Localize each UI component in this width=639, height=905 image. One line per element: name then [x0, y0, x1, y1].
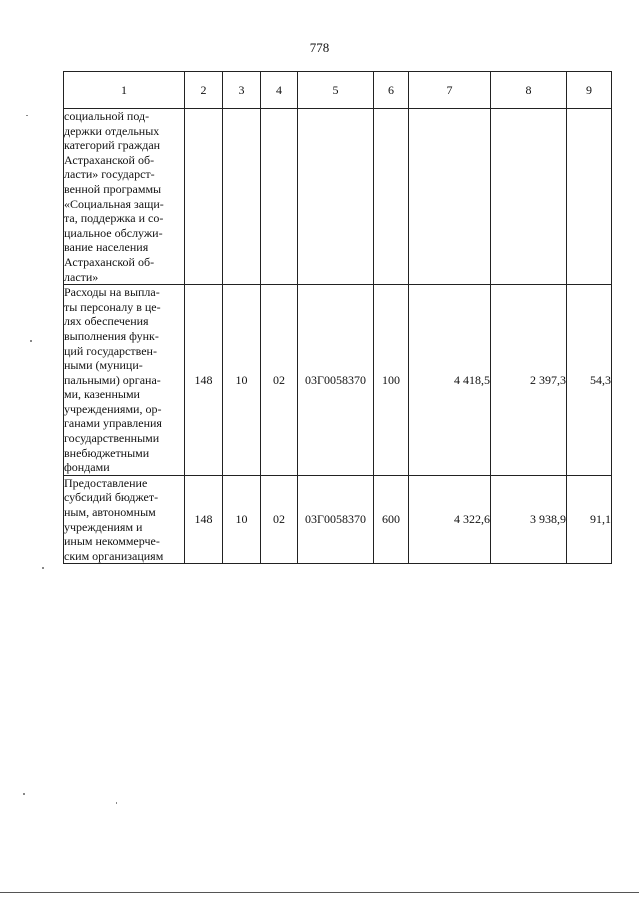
header-col-9: 9 [567, 72, 612, 109]
cell-col-8: 3 938,9 [491, 475, 567, 564]
table-row [64, 109, 612, 285]
cell-col-9: 54,3 [567, 285, 612, 476]
cell-col-7: 4 418,5 [409, 285, 491, 476]
cell-col-5: 03Г0058370 [298, 475, 374, 564]
scan-speck [42, 567, 44, 569]
cell-col-7: 4 322,6 [409, 475, 491, 564]
row-description: Расходы на выпла- ты персоналу в це- лях обеспечения выполнения функ- ций государствен- ными (муници- пальными) органа- ми, казенными учреждениями, ор- ганами управления государственными внебюджетными фондами [64, 285, 185, 476]
cell-col-9 [567, 109, 612, 285]
cell-col-2 [185, 109, 223, 285]
row-description: социальной под- держки отдельных категорий граждан Астраханской об- ласти» государст- венной программы «Социальная защи- та, поддержка и со- циальное обслужи- вание населения Астраханской об- ласти» [64, 109, 185, 285]
cell-col-4: 02 [261, 285, 298, 476]
header-col-3: 3 [223, 72, 261, 109]
cell-col-3: 10 [223, 285, 261, 476]
cell-col-7 [409, 109, 491, 285]
scan-speck [116, 802, 117, 804]
cell-col-8 [491, 109, 567, 285]
header-row [64, 72, 612, 109]
scan-speck [30, 340, 32, 342]
cell-col-2: 148 [185, 475, 223, 564]
header-col-7: 7 [409, 72, 491, 109]
header-col-6: 6 [374, 72, 409, 109]
cell-col-3 [223, 109, 261, 285]
row-description: Предоставление субсидий бюджет- ным, автономным учреждениям и иным некоммерче- ским организациям [64, 475, 185, 564]
scan-speck [23, 793, 25, 795]
cell-col-6: 600 [374, 475, 409, 564]
cell-col-9: 91,1 [567, 475, 612, 564]
cell-col-5: 03Г0058370 [298, 285, 374, 476]
table-row [64, 285, 612, 476]
cell-col-8: 2 397,3 [491, 285, 567, 476]
table-row [64, 475, 612, 564]
header-col-5: 5 [298, 72, 374, 109]
header-col-1: 1 [64, 72, 185, 109]
cell-col-4 [261, 109, 298, 285]
scan-speck [26, 115, 28, 116]
header-col-8: 8 [491, 72, 567, 109]
scan-edge-line [0, 892, 639, 893]
budget-table [63, 71, 612, 564]
cell-col-2: 148 [185, 285, 223, 476]
cell-col-6 [374, 109, 409, 285]
cell-col-5 [298, 109, 374, 285]
header-col-2: 2 [185, 72, 223, 109]
cell-col-4: 02 [261, 475, 298, 564]
cell-col-3: 10 [223, 475, 261, 564]
page-number: 778 [309, 40, 330, 55]
cell-col-6: 100 [374, 285, 409, 476]
header-col-4: 4 [261, 72, 298, 109]
